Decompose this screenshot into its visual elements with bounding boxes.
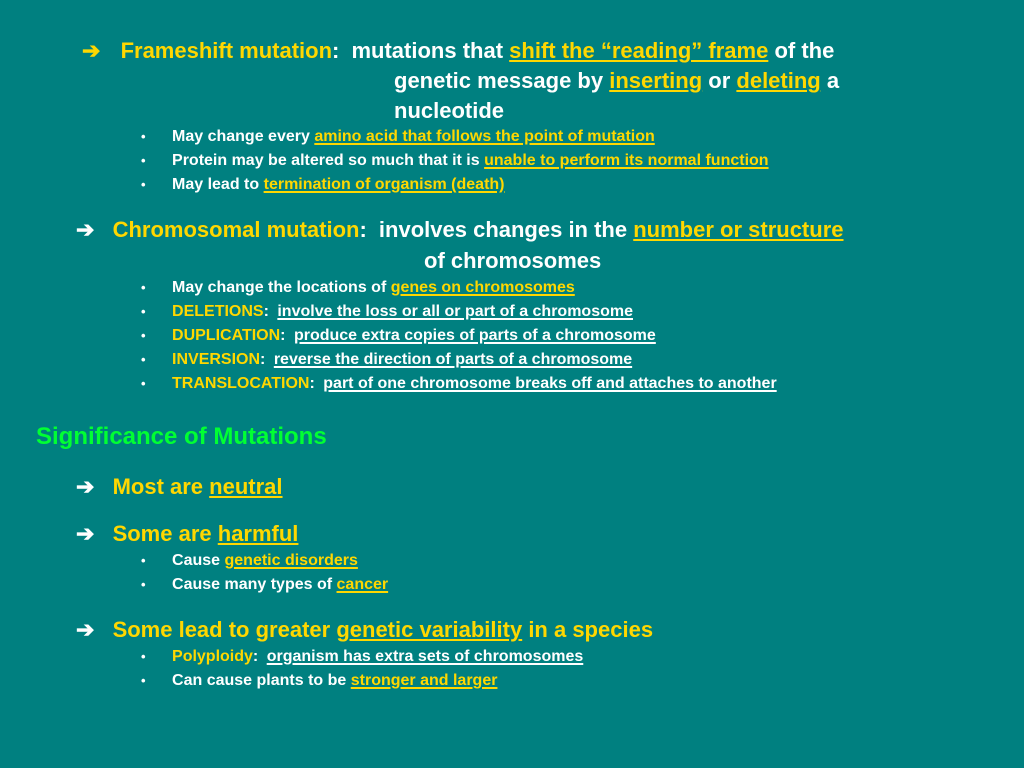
link-termination[interactable]: termination of organism (death) xyxy=(263,176,505,193)
link-number-structure[interactable]: number or structure xyxy=(633,217,844,242)
list-item: • Polyploidy: organism has extra sets of chromosomes xyxy=(141,648,584,665)
link-translocation-def[interactable]: part of one chromosome breaks off and attaches to another xyxy=(323,375,777,392)
arrow-icon: ➔ xyxy=(76,521,95,546)
neutral-line: ➔ Most are neutral xyxy=(76,474,283,499)
arrow-icon: ➔ xyxy=(76,474,95,499)
link-genetic-variability[interactable]: genetic variability xyxy=(336,617,523,642)
bullet-icon: • xyxy=(141,352,146,367)
arrow-icon: ➔ xyxy=(82,38,101,63)
term-inversion: INVERSION xyxy=(172,351,261,368)
bullet-icon: • xyxy=(141,177,146,192)
bullet-icon: • xyxy=(141,280,146,295)
chromosomal-line-2: of chromosomes xyxy=(424,248,602,273)
link-inversion-def[interactable]: reverse the direction of parts of a chromosome xyxy=(273,351,633,368)
bullet-icon: • xyxy=(141,328,146,343)
chromosomal-term: Chromosomal mutation xyxy=(112,217,360,242)
section-heading: Significance of Mutations xyxy=(36,423,327,450)
link-inserting[interactable]: inserting xyxy=(609,68,703,93)
list-item: • May lead to termination of organism (death) xyxy=(141,176,505,193)
chromosomal-line-1: ➔ Chromosomal mutation: involves changes in the number or structure xyxy=(76,217,844,242)
link-shift-reading-frame[interactable]: shift the “reading” frame xyxy=(509,38,769,63)
harmful-line: ➔ Some are harmful xyxy=(76,521,299,546)
list-item: • TRANSLOCATION: part of one chromosome breaks off and attaches to another xyxy=(141,375,777,392)
term-translocation: TRANSLOCATION xyxy=(172,375,310,392)
link-genes-on-chromosomes[interactable]: genes on chromosomes xyxy=(390,279,575,296)
list-item: • Cause genetic disorders xyxy=(141,552,358,569)
bullet-icon: • xyxy=(141,673,146,688)
link-genetic-disorders[interactable]: genetic disorders xyxy=(224,552,358,569)
bullet-icon: • xyxy=(141,553,146,568)
link-neutral[interactable]: neutral xyxy=(209,474,283,499)
link-duplication-def[interactable]: produce extra copies of parts of a chromosome xyxy=(293,327,656,344)
term-duplication: DUPLICATION xyxy=(172,327,281,344)
bullet-icon: • xyxy=(141,304,146,319)
link-stronger-larger[interactable]: stronger and larger xyxy=(350,672,498,689)
frameshift-line-3: nucleotide xyxy=(394,98,505,123)
variability-line: ➔ Some lead to greater genetic variability in a species xyxy=(76,617,654,642)
frameshift-line-2: genetic message by inserting or deleting a xyxy=(394,68,840,93)
link-polyploidy-def[interactable]: organism has extra sets of chromosomes xyxy=(266,648,584,665)
list-item: • INVERSION: reverse the direction of parts of a chromosome xyxy=(141,351,633,368)
list-item: • Cause many types of cancer xyxy=(141,576,389,593)
link-deletions-def[interactable]: involve the loss or all or part of a chromosome xyxy=(277,303,633,320)
bullet-icon: • xyxy=(141,577,146,592)
bullet-icon: • xyxy=(141,649,146,664)
list-item: • Protein may be altered so much that it is unable to perform its normal function xyxy=(141,152,769,169)
bullet-icon: • xyxy=(141,376,146,391)
list-item: • May change the locations of genes on chromosomes xyxy=(141,279,575,296)
arrow-icon: ➔ xyxy=(76,617,95,642)
frameshift-line-1: ➔ Frameshift mutation: mutations that shift the “reading” frame of the xyxy=(82,38,835,63)
list-item: • DELETIONS: involve the loss or all or part of a chromosome xyxy=(141,303,633,320)
bullet-icon: • xyxy=(141,129,146,144)
frameshift-term: Frameshift mutation xyxy=(120,38,333,63)
term-deletions: DELETIONS xyxy=(172,303,264,320)
link-amino-acid[interactable]: amino acid that follows the point of mutation xyxy=(314,128,655,145)
link-unable-function[interactable]: unable to perform its normal function xyxy=(484,152,769,169)
term-polyploidy: Polyploidy xyxy=(172,648,253,665)
bullet-icon: • xyxy=(141,153,146,168)
link-harmful[interactable]: harmful xyxy=(217,521,299,546)
link-cancer[interactable]: cancer xyxy=(336,576,389,593)
list-item: • May change every amino acid that follows the point of mutation xyxy=(141,128,655,145)
list-item: • DUPLICATION: produce extra copies of parts of a chromosome xyxy=(141,327,656,344)
link-deleting[interactable]: deleting xyxy=(736,68,821,93)
list-item: • Can cause plants to be stronger and larger xyxy=(141,672,498,689)
arrow-icon: ➔ xyxy=(76,217,95,242)
